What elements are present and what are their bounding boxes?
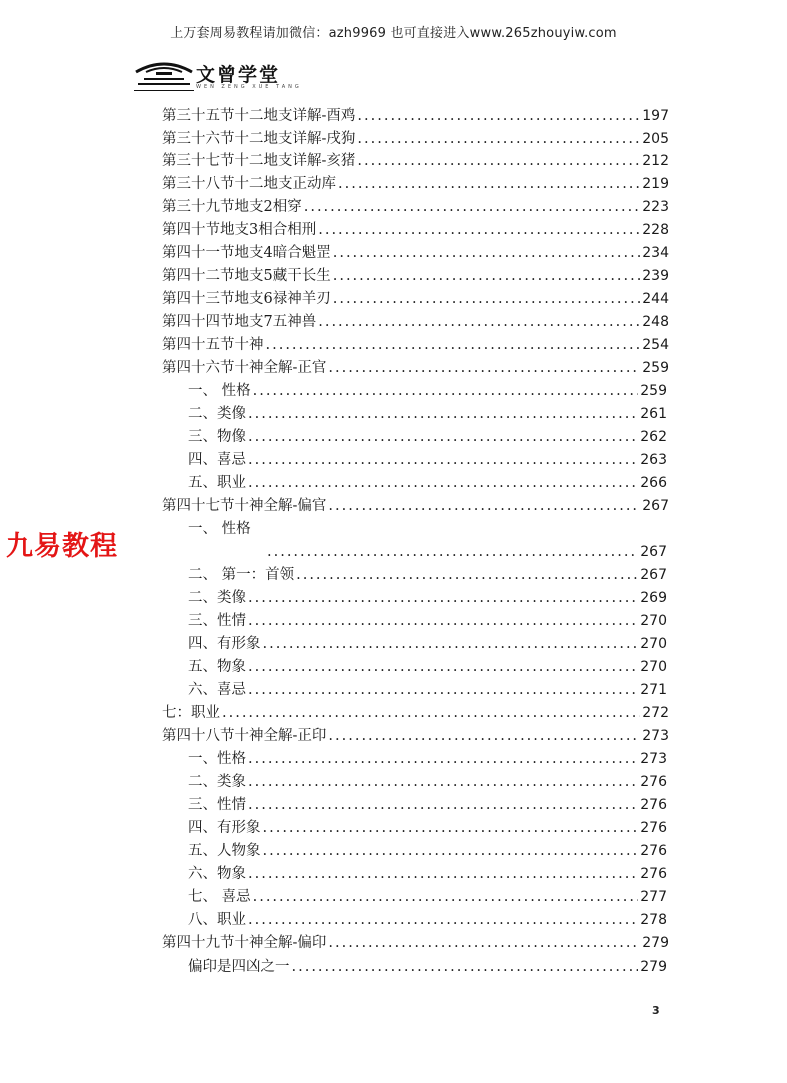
toc-entry [188, 864, 667, 885]
toc-entry-title: 二、 第一：首领 [188, 567, 295, 583]
toc-leader-dots [318, 312, 640, 333]
toc-leader-dots [266, 335, 641, 356]
toc-entry-page: 267 [642, 498, 669, 514]
toc-leader-dots [248, 657, 638, 678]
toc-entry-page: 248 [642, 314, 669, 330]
toc-entry-page: 267 [640, 544, 667, 560]
toc-entry [188, 634, 667, 655]
toc-leader-dots [248, 404, 638, 425]
toc-entry-page: 278 [640, 912, 667, 928]
toc-entry [188, 381, 667, 402]
toc-leader-dots [296, 565, 638, 586]
toc-entry-page: 276 [640, 797, 667, 813]
toc-entry-title: 五、人物象 [188, 843, 261, 859]
toc-entry-page: 279 [640, 959, 667, 975]
toc-entry [162, 106, 669, 127]
toc-entry [162, 496, 669, 517]
toc-entry-page: 262 [640, 429, 667, 445]
toc-leader-dots [328, 496, 640, 517]
toc-entry [162, 197, 669, 218]
toc-entry-title: 四、喜忌 [188, 452, 246, 468]
toc-entry [188, 450, 667, 471]
toc-entry-page: 270 [640, 636, 667, 652]
toc-entry [162, 174, 669, 195]
toc-entry-title: 第三十五节十二地支详解-酉鸡 [162, 108, 356, 124]
toc-leader-dots [253, 381, 639, 402]
toc-entry-title: 第四十六节十神全解-正官 [162, 360, 327, 376]
toc-leader-dots [304, 197, 641, 218]
toc-leader-dots [318, 220, 640, 241]
toc-leader-dots [248, 588, 638, 609]
toc-leader-dots [248, 910, 638, 931]
toc-entry [188, 887, 667, 908]
toc-entry [188, 588, 667, 609]
toc-entry [162, 703, 669, 724]
toc-entry-title: 三、性情 [188, 613, 246, 629]
toc-leader-dots [333, 289, 641, 310]
toc-entry-page: 270 [640, 659, 667, 675]
toc-entry-title: 第四十五节十神 [162, 337, 264, 353]
toc-entry [188, 427, 667, 448]
toc-entry-page: 272 [642, 705, 669, 721]
toc-leader-dots [357, 151, 640, 172]
toc-entry-page: 205 [642, 131, 669, 147]
toc-entry-title: 第三十七节十二地支详解-亥猪 [162, 153, 356, 169]
toc-entry-title: 第四十二节地支5藏干长生 [162, 268, 331, 284]
toc-entry [188, 657, 667, 678]
toc-entry-page: 261 [640, 406, 667, 422]
toc-entry [188, 841, 667, 862]
toc-entry [162, 129, 669, 150]
toc-leader-dots [328, 933, 640, 954]
toc-entry [162, 312, 669, 333]
toc-entry-title: 八、职业 [188, 912, 246, 928]
toc-entry-page: 273 [642, 728, 669, 744]
toc-leader-dots [263, 841, 639, 862]
toc-leader-dots [357, 129, 640, 150]
toc-entry-page: 270 [640, 613, 667, 629]
toc-entry-page: 263 [640, 452, 667, 468]
toc-entry-title: 偏印是四凶之一 [188, 959, 290, 975]
toc-leader-dots [248, 427, 638, 448]
toc-entry-page: 279 [642, 935, 669, 951]
watermark: 九易教程 [6, 531, 118, 562]
toc-leader-dots [248, 473, 638, 494]
toc-entry-title: 第四十八节十神全解-正印 [162, 728, 327, 744]
toc-leader-dots [248, 611, 638, 632]
toc-entry-title: 七、 喜忌 [188, 889, 251, 905]
toc-entry-title: 一、性格 [188, 751, 246, 767]
toc-entry [188, 611, 667, 632]
toc-entry-title: 五、职业 [188, 475, 246, 491]
toc-entry [188, 680, 667, 701]
toc-entry [188, 772, 667, 793]
toc-entry [162, 358, 669, 379]
toc-entry-title: 第四十四节地支7五神兽 [162, 314, 317, 330]
toc-entry-page: 228 [642, 222, 669, 238]
toc-leader-dots [248, 795, 638, 816]
toc-entry [188, 749, 667, 770]
toc-entry-page: 219 [642, 176, 669, 192]
toc-entry-title: 三、物像 [188, 429, 246, 445]
toc-entry-page: 239 [642, 268, 669, 284]
toc-entry-title: 第三十八节十二地支正动库 [162, 176, 336, 192]
toc-entry-title: 四、有形象 [188, 820, 261, 836]
toc-entry-page: 273 [640, 751, 667, 767]
toc-leader-dots [248, 772, 638, 793]
toc-entry-page: 276 [640, 843, 667, 859]
toc-entry-page: 259 [642, 360, 669, 376]
toc-entry-title: 二、类像 [188, 406, 246, 422]
toc-leader-dots [248, 864, 638, 885]
toc-entry [188, 818, 667, 839]
toc-entry-title: 三、性情 [188, 797, 246, 813]
toc-entry-page: 266 [640, 475, 667, 491]
toc-entry [188, 565, 667, 586]
toc-entry-title: 第四十节地支3相合相刑 [162, 222, 317, 238]
toc-entry-title: 二、类像 [188, 590, 246, 606]
toc-entry [188, 910, 667, 931]
toc-entry [162, 266, 669, 287]
toc-entry [162, 726, 669, 747]
toc-entry-title: 第四十一节地支4暗合魁罡 [162, 245, 331, 261]
toc-entry-title: 七：职业 [162, 705, 220, 721]
toc-entry [162, 151, 669, 172]
toc-leader-dots [248, 450, 638, 471]
toc-entry-title: 第四十三节地支6禄神羊刃 [162, 291, 331, 307]
toc-leader-dots [263, 634, 639, 655]
toc-leader-dots [248, 749, 638, 770]
toc-entry-page: 276 [640, 820, 667, 836]
toc-entry [188, 519, 667, 540]
toc-entry [188, 957, 667, 978]
toc-leader-dots [338, 174, 640, 195]
toc-leader-dots [222, 703, 640, 724]
toc-entry-page: 276 [640, 774, 667, 790]
toc-entry [188, 473, 667, 494]
toc-entry-title: 六、物象 [188, 866, 246, 882]
toc-entry [188, 795, 667, 816]
logo-subtitle: WEN ZENG XUE TANG [196, 84, 302, 90]
toc-entry-title: 四、有形象 [188, 636, 261, 652]
toc-entry-title: 二、类象 [188, 774, 246, 790]
toc-entry [162, 289, 669, 310]
logo-text: 文曾学堂 [196, 64, 281, 86]
toc-leader-dots [263, 818, 639, 839]
toc-entry-page: 271 [640, 682, 667, 698]
toc-leader-dots [328, 726, 640, 747]
toc-entry [162, 335, 669, 356]
toc-entry-title: 第四十七节十神全解-偏官 [162, 498, 327, 514]
toc-leader-dots [333, 266, 641, 287]
toc-entry-title: 第三十六节十二地支详解-戌狗 [162, 131, 356, 147]
toc-entry-page: 254 [642, 337, 669, 353]
toc-leader-dots [267, 542, 638, 563]
toc-entry-page: 269 [640, 590, 667, 606]
toc-entry-title: 六、喜忌 [188, 682, 246, 698]
page-number: 3 [652, 1004, 660, 1017]
toc-entry [162, 933, 669, 954]
toc-entry-title: 第四十九节十神全解-偏印 [162, 935, 327, 951]
toc-entry [162, 220, 669, 241]
toc-entry-page: 259 [640, 383, 667, 399]
toc-entry-title: 五、物象 [188, 659, 246, 675]
toc-entry-page: 234 [642, 245, 669, 261]
toc-entry-title: 一、 性格 [188, 383, 251, 399]
toc-leader-dots [357, 106, 640, 127]
header-banner: 上万套周易教程请加微信：azh9969 也可直接进入www.265zhouyiw.com [170, 26, 617, 41]
toc-entry-page: 244 [642, 291, 669, 307]
toc-leader-dots [292, 957, 639, 978]
toc-entry-title: 第三十九节地支2相穿 [162, 199, 302, 215]
toc-entry-page: 267 [640, 567, 667, 583]
toc-leader-dots [253, 887, 639, 908]
toc-entry-page: 212 [642, 153, 669, 169]
toc-leader-dots [248, 680, 638, 701]
toc-entry [265, 542, 667, 563]
toc-entry-page: 223 [642, 199, 669, 215]
toc-leader-dots [333, 243, 641, 264]
toc-entry-page: 276 [640, 866, 667, 882]
toc-entry [162, 243, 669, 264]
toc-entry-page: 197 [642, 108, 669, 124]
toc-leader-dots [328, 358, 640, 379]
toc-entry-page: 277 [640, 889, 667, 905]
toc-entry [188, 404, 667, 425]
toc-entry-title: 一、 性格 [188, 521, 251, 537]
